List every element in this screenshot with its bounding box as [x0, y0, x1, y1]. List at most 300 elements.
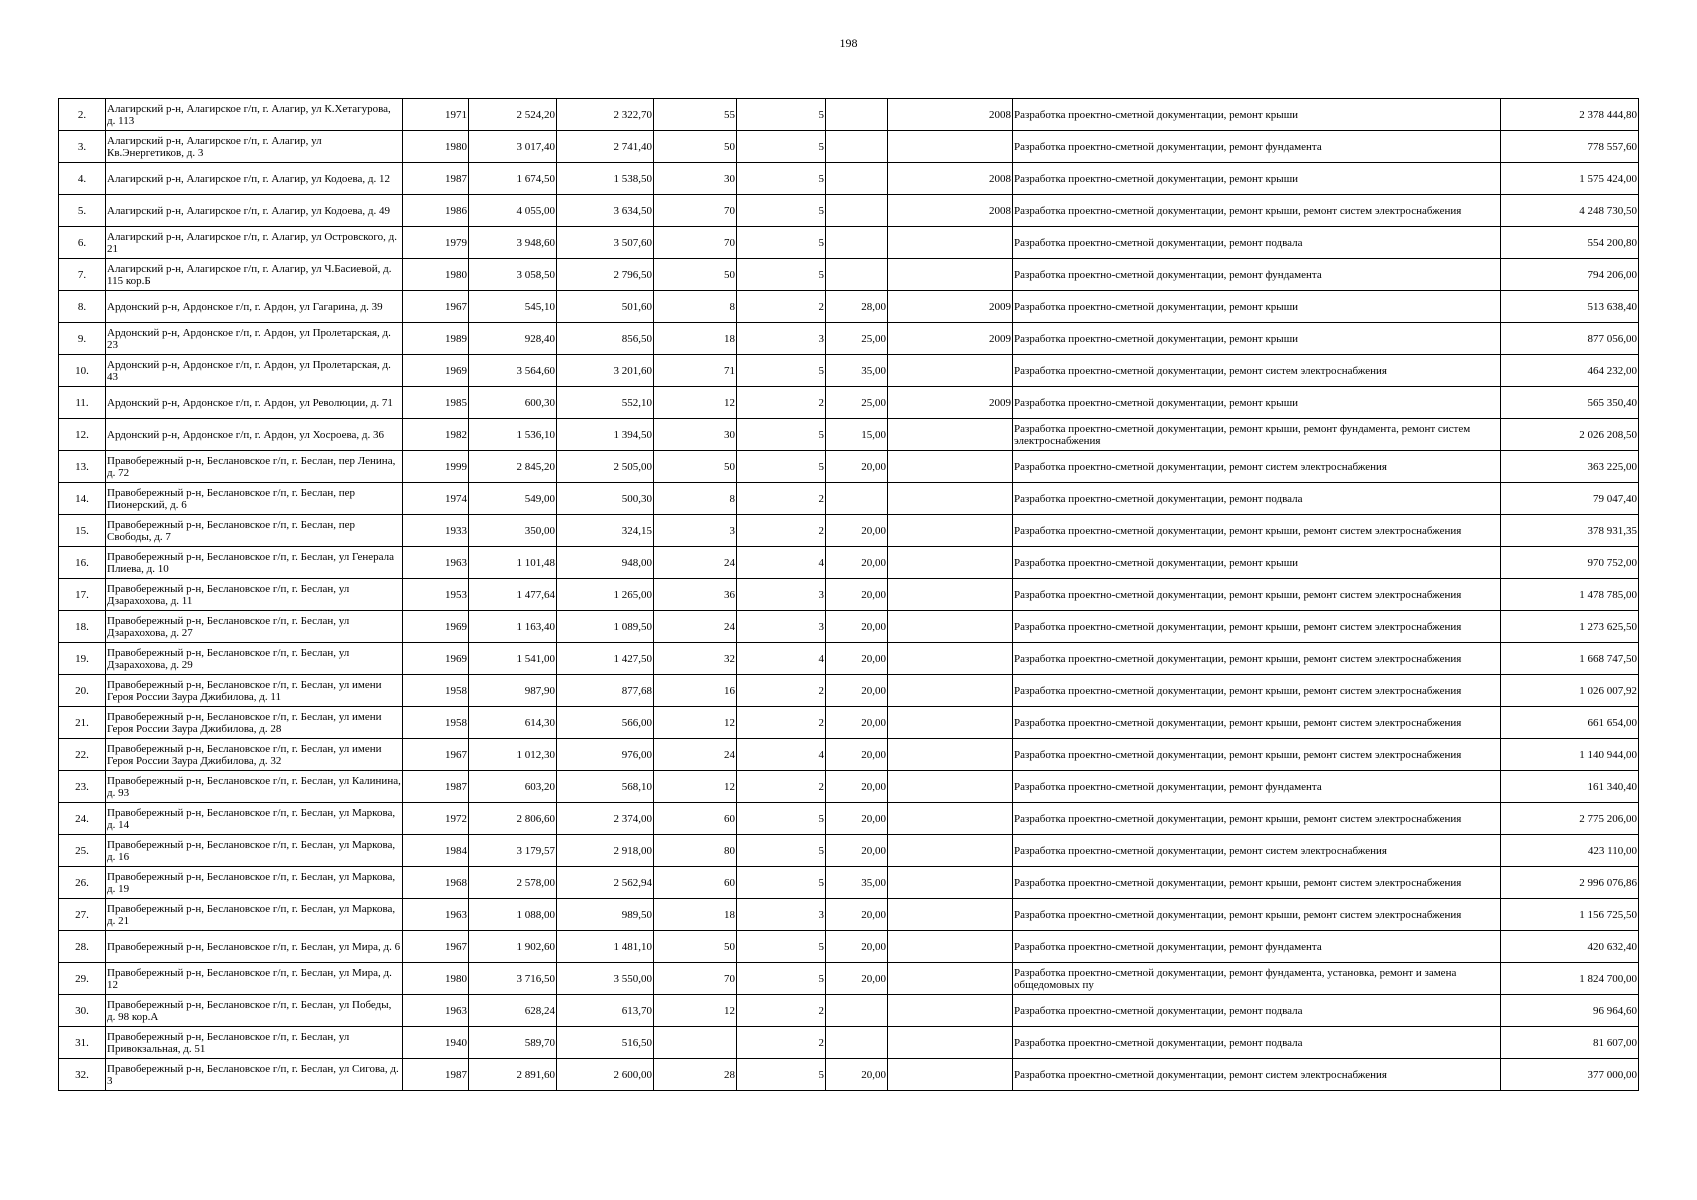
work-description-cell: Разработка проектно-сметной документации, ремонт систем электроснабжения: [1013, 835, 1501, 867]
residents-cell: 70: [654, 195, 737, 227]
address-cell: Правобережный р-н, Беслановское г/п, г. Беслан, ул имени Героя России Заура Джибилова, д. 28: [106, 707, 403, 739]
year-cell: 1987: [403, 1059, 469, 1091]
floors-cell: 2: [737, 1027, 826, 1059]
table-row: [59, 739, 1639, 771]
table-row: [59, 643, 1639, 675]
total-area-cell: 987,90: [469, 675, 557, 707]
last-repair-year-cell: [888, 547, 1013, 579]
wear-percent-cell: [826, 483, 888, 515]
row-number: 5.: [59, 195, 106, 227]
cost-cell: 79 047,40: [1501, 483, 1639, 515]
year-cell: 1985: [403, 387, 469, 419]
living-area-cell: 2 918,00: [557, 835, 654, 867]
row-number: 18.: [59, 611, 106, 643]
total-area-cell: 589,70: [469, 1027, 557, 1059]
address-cell: Правобережный р-н, Беслановское г/п, г. Беслан, пер Свободы, д. 7: [106, 515, 403, 547]
floors-cell: 5: [737, 803, 826, 835]
wear-percent-cell: 20,00: [826, 515, 888, 547]
row-number: 31.: [59, 1027, 106, 1059]
address-cell: Правобережный р-н, Беслановское г/п, г. Беслан, пер Ленина, д. 72: [106, 451, 403, 483]
address-cell: Правобережный р-н, Беслановское г/п, г. Беслан, пер Пионерский, д. 6: [106, 483, 403, 515]
row-number: 24.: [59, 803, 106, 835]
table-row: [59, 131, 1639, 163]
year-cell: 1987: [403, 771, 469, 803]
wear-percent-cell: 20,00: [826, 1059, 888, 1091]
table-body: [59, 99, 1639, 1091]
floors-cell: 5: [737, 1059, 826, 1091]
living-area-cell: 989,50: [557, 899, 654, 931]
total-area-cell: 3 948,60: [469, 227, 557, 259]
floors-cell: 5: [737, 963, 826, 995]
living-area-cell: 3 550,00: [557, 963, 654, 995]
year-cell: 1979: [403, 227, 469, 259]
address-cell: Правобережный р-н, Беслановское г/п, г. Беслан, ул Калинина, д. 93: [106, 771, 403, 803]
year-cell: 1984: [403, 835, 469, 867]
residents-cell: 70: [654, 963, 737, 995]
address-cell: Правобережный р-н, Беслановское г/п, г. Беслан, ул Мира, д. 6: [106, 931, 403, 963]
total-area-cell: 2 524,20: [469, 99, 557, 131]
total-area-cell: 928,40: [469, 323, 557, 355]
table-row: [59, 515, 1639, 547]
last-repair-year-cell: 2009: [888, 387, 1013, 419]
address-cell: Правобережный р-н, Беслановское г/п, г. Беслан, ул Мира, д. 12: [106, 963, 403, 995]
cost-cell: 970 752,00: [1501, 547, 1639, 579]
cost-cell: 96 964,60: [1501, 995, 1639, 1027]
total-area-cell: 1 088,00: [469, 899, 557, 931]
work-description-cell: Разработка проектно-сметной документации, ремонт фундамента: [1013, 931, 1501, 963]
cost-cell: 2 996 076,86: [1501, 867, 1639, 899]
wear-percent-cell: 20,00: [826, 611, 888, 643]
floors-cell: 5: [737, 99, 826, 131]
floors-cell: 3: [737, 579, 826, 611]
row-number: 12.: [59, 419, 106, 451]
wear-percent-cell: 25,00: [826, 387, 888, 419]
residents-cell: 30: [654, 163, 737, 195]
row-number: 14.: [59, 483, 106, 515]
cost-cell: 2 026 208,50: [1501, 419, 1639, 451]
year-cell: 1987: [403, 163, 469, 195]
table-row: [59, 611, 1639, 643]
floors-cell: 2: [737, 515, 826, 547]
work-description-cell: Разработка проектно-сметной документации, ремонт крыши, ремонт систем электроснабжения: [1013, 675, 1501, 707]
last-repair-year-cell: [888, 963, 1013, 995]
living-area-cell: 566,00: [557, 707, 654, 739]
work-description-cell: Разработка проектно-сметной документации, ремонт крыши: [1013, 387, 1501, 419]
wear-percent-cell: 20,00: [826, 803, 888, 835]
work-description-cell: Разработка проектно-сметной документации, ремонт фундамента: [1013, 771, 1501, 803]
last-repair-year-cell: [888, 931, 1013, 963]
last-repair-year-cell: 2008: [888, 99, 1013, 131]
floors-cell: 4: [737, 547, 826, 579]
cost-cell: 81 607,00: [1501, 1027, 1639, 1059]
residents-cell: 24: [654, 739, 737, 771]
wear-percent-cell: 20,00: [826, 451, 888, 483]
total-area-cell: 1 101,48: [469, 547, 557, 579]
floors-cell: 2: [737, 387, 826, 419]
last-repair-year-cell: [888, 899, 1013, 931]
year-cell: 1969: [403, 355, 469, 387]
row-number: 8.: [59, 291, 106, 323]
cost-cell: 1 668 747,50: [1501, 643, 1639, 675]
residents-cell: 3: [654, 515, 737, 547]
table-row: [59, 483, 1639, 515]
wear-percent-cell: 28,00: [826, 291, 888, 323]
living-area-cell: 2 562,94: [557, 867, 654, 899]
work-description-cell: Разработка проектно-сметной документации, ремонт фундамента: [1013, 259, 1501, 291]
wear-percent-cell: [826, 163, 888, 195]
floors-cell: 2: [737, 483, 826, 515]
floors-cell: 5: [737, 195, 826, 227]
total-area-cell: 1 477,64: [469, 579, 557, 611]
residents-cell: 12: [654, 387, 737, 419]
address-cell: Ардонский р-н, Ардонское г/п, г. Ардон, ул Хосроева, д. 36: [106, 419, 403, 451]
address-cell: Алагирский р-н, Алагирское г/п, г. Алагир, ул Кодоева, д. 12: [106, 163, 403, 195]
work-description-cell: Разработка проектно-сметной документации, ремонт крыши, ремонт систем электроснабжения: [1013, 579, 1501, 611]
living-area-cell: 552,10: [557, 387, 654, 419]
residents-cell: 12: [654, 707, 737, 739]
row-number: 16.: [59, 547, 106, 579]
living-area-cell: 501,60: [557, 291, 654, 323]
living-area-cell: 2 600,00: [557, 1059, 654, 1091]
living-area-cell: 568,10: [557, 771, 654, 803]
floors-cell: 5: [737, 163, 826, 195]
year-cell: 1958: [403, 675, 469, 707]
year-cell: 1980: [403, 131, 469, 163]
work-description-cell: Разработка проектно-сметной документации, ремонт крыши, ремонт фундамента, ремонт систем электроснабжения: [1013, 419, 1501, 451]
address-cell: Ардонский р-н, Ардонское г/п, г. Ардон, ул Пролетарская, д. 43: [106, 355, 403, 387]
wear-percent-cell: [826, 227, 888, 259]
address-cell: Правобережный р-н, Беслановское г/п, г. Беслан, ул Привокзальная, д. 51: [106, 1027, 403, 1059]
cost-cell: 1 140 944,00: [1501, 739, 1639, 771]
work-description-cell: Разработка проектно-сметной документации, ремонт подвала: [1013, 995, 1501, 1027]
table-row: [59, 291, 1639, 323]
cost-cell: 1 026 007,92: [1501, 675, 1639, 707]
wear-percent-cell: [826, 1027, 888, 1059]
row-number: 7.: [59, 259, 106, 291]
living-area-cell: 1 394,50: [557, 419, 654, 451]
total-area-cell: 549,00: [469, 483, 557, 515]
living-area-cell: 1 265,00: [557, 579, 654, 611]
cost-cell: 513 638,40: [1501, 291, 1639, 323]
work-description-cell: Разработка проектно-сметной документации, ремонт крыши: [1013, 163, 1501, 195]
floors-cell: 5: [737, 451, 826, 483]
table-row: [59, 259, 1639, 291]
last-repair-year-cell: [888, 835, 1013, 867]
address-cell: Правобережный р-н, Беслановское г/п, г. Беслан, ул Генерала Плиева, д. 10: [106, 547, 403, 579]
cost-cell: 363 225,00: [1501, 451, 1639, 483]
year-cell: 1967: [403, 291, 469, 323]
living-area-cell: 1 089,50: [557, 611, 654, 643]
address-cell: Алагирский р-н, Алагирское г/п, г. Алагир, ул Ч.Басиевой, д. 115 кор.Б: [106, 259, 403, 291]
row-number: 32.: [59, 1059, 106, 1091]
work-description-cell: Разработка проектно-сметной документации, ремонт крыши, ремонт систем электроснабжения: [1013, 867, 1501, 899]
row-number: 27.: [59, 899, 106, 931]
residents-cell: 55: [654, 99, 737, 131]
work-description-cell: Разработка проектно-сметной документации, ремонт подвала: [1013, 227, 1501, 259]
residents-cell: 24: [654, 547, 737, 579]
table-row: [59, 707, 1639, 739]
living-area-cell: 2 505,00: [557, 451, 654, 483]
wear-percent-cell: [826, 195, 888, 227]
work-description-cell: Разработка проектно-сметной документации, ремонт крыши, ремонт систем электроснабжения: [1013, 195, 1501, 227]
row-number: 10.: [59, 355, 106, 387]
residents-cell: 8: [654, 291, 737, 323]
work-description-cell: Разработка проектно-сметной документации, ремонт крыши, ремонт систем электроснабжения: [1013, 739, 1501, 771]
last-repair-year-cell: 2008: [888, 195, 1013, 227]
address-cell: Правобережный р-н, Беслановское г/п, г. Беслан, ул Маркова, д. 21: [106, 899, 403, 931]
floors-cell: 2: [737, 291, 826, 323]
year-cell: 1982: [403, 419, 469, 451]
total-area-cell: 1 674,50: [469, 163, 557, 195]
cost-cell: 2 775 206,00: [1501, 803, 1639, 835]
table-row: [59, 227, 1639, 259]
residents-cell: 50: [654, 131, 737, 163]
year-cell: 1971: [403, 99, 469, 131]
total-area-cell: 2 806,60: [469, 803, 557, 835]
floors-cell: 5: [737, 355, 826, 387]
living-area-cell: 2 796,50: [557, 259, 654, 291]
floors-cell: 5: [737, 867, 826, 899]
last-repair-year-cell: [888, 579, 1013, 611]
address-cell: Правобережный р-н, Беслановское г/п, г. Беслан, ул Маркова, д. 14: [106, 803, 403, 835]
work-description-cell: Разработка проектно-сметной документации, ремонт фундамента, установка, ремонт и замена общедомовых пу: [1013, 963, 1501, 995]
residents-cell: 36: [654, 579, 737, 611]
total-area-cell: 603,20: [469, 771, 557, 803]
year-cell: 1974: [403, 483, 469, 515]
living-area-cell: 3 634,50: [557, 195, 654, 227]
cost-cell: 1 824 700,00: [1501, 963, 1639, 995]
address-cell: Правобережный р-н, Беслановское г/п, г. Беслан, ул имени Героя России Заура Джибилова, д. 11: [106, 675, 403, 707]
row-number: 19.: [59, 643, 106, 675]
wear-percent-cell: 35,00: [826, 355, 888, 387]
year-cell: 1968: [403, 867, 469, 899]
work-description-cell: Разработка проектно-сметной документации, ремонт крыши: [1013, 99, 1501, 131]
table-row: [59, 963, 1639, 995]
residents-cell: 70: [654, 227, 737, 259]
table-row: [59, 579, 1639, 611]
wear-percent-cell: [826, 259, 888, 291]
floors-cell: 2: [737, 995, 826, 1027]
floors-cell: 5: [737, 835, 826, 867]
last-repair-year-cell: [888, 771, 1013, 803]
year-cell: 1969: [403, 643, 469, 675]
year-cell: 1963: [403, 547, 469, 579]
address-cell: Ардонский р-н, Ардонское г/п, г. Ардон, ул Гагарина, д. 39: [106, 291, 403, 323]
total-area-cell: 4 055,00: [469, 195, 557, 227]
last-repair-year-cell: [888, 1027, 1013, 1059]
address-cell: Правобережный р-н, Беслановское г/п, г. Беслан, ул Дзарахохова, д. 27: [106, 611, 403, 643]
cost-cell: 565 350,40: [1501, 387, 1639, 419]
work-description-cell: Разработка проектно-сметной документации, ремонт систем электроснабжения: [1013, 355, 1501, 387]
row-number: 15.: [59, 515, 106, 547]
wear-percent-cell: 20,00: [826, 547, 888, 579]
last-repair-year-cell: 2009: [888, 291, 1013, 323]
wear-percent-cell: 35,00: [826, 867, 888, 899]
work-description-cell: Разработка проектно-сметной документации, ремонт подвала: [1013, 1027, 1501, 1059]
floors-cell: 5: [737, 419, 826, 451]
wear-percent-cell: 20,00: [826, 675, 888, 707]
cost-cell: 661 654,00: [1501, 707, 1639, 739]
year-cell: 1999: [403, 451, 469, 483]
cost-cell: 377 000,00: [1501, 1059, 1639, 1091]
living-area-cell: 1 427,50: [557, 643, 654, 675]
residents-cell: 8: [654, 483, 737, 515]
year-cell: 1969: [403, 611, 469, 643]
cost-cell: 378 931,35: [1501, 515, 1639, 547]
living-area-cell: 500,30: [557, 483, 654, 515]
row-number: 2.: [59, 99, 106, 131]
year-cell: 1953: [403, 579, 469, 611]
last-repair-year-cell: [888, 803, 1013, 835]
residents-cell: 18: [654, 323, 737, 355]
total-area-cell: 628,24: [469, 995, 557, 1027]
work-description-cell: Разработка проектно-сметной документации, ремонт крыши, ремонт систем электроснабжения: [1013, 611, 1501, 643]
address-cell: Алагирский р-н, Алагирское г/п, г. Алагир, ул К.Хетагурова, д. 113: [106, 99, 403, 131]
residents-cell: 30: [654, 419, 737, 451]
year-cell: 1940: [403, 1027, 469, 1059]
total-area-cell: 2 891,60: [469, 1059, 557, 1091]
table-row: [59, 803, 1639, 835]
living-area-cell: 948,00: [557, 547, 654, 579]
last-repair-year-cell: 2009: [888, 323, 1013, 355]
residents-cell: 18: [654, 899, 737, 931]
year-cell: 1933: [403, 515, 469, 547]
cost-cell: 161 340,40: [1501, 771, 1639, 803]
cost-cell: 877 056,00: [1501, 323, 1639, 355]
residents-cell: 50: [654, 259, 737, 291]
work-description-cell: Разработка проектно-сметной документации, ремонт крыши, ремонт систем электроснабжения: [1013, 803, 1501, 835]
floors-cell: 5: [737, 259, 826, 291]
last-repair-year-cell: [888, 739, 1013, 771]
address-cell: Правобережный р-н, Беслановское г/п, г. Беслан, ул Сигова, д. 3: [106, 1059, 403, 1091]
floors-cell: 3: [737, 611, 826, 643]
row-number: 21.: [59, 707, 106, 739]
table-row: [59, 419, 1639, 451]
residents-cell: 80: [654, 835, 737, 867]
year-cell: 1963: [403, 899, 469, 931]
living-area-cell: 3 201,60: [557, 355, 654, 387]
address-cell: Ардонский р-н, Ардонское г/п, г. Ардон, ул Революции, д. 71: [106, 387, 403, 419]
wear-percent-cell: 20,00: [826, 899, 888, 931]
last-repair-year-cell: [888, 675, 1013, 707]
table-row: [59, 323, 1639, 355]
residents-cell: [654, 1027, 737, 1059]
address-cell: Правобережный р-н, Беслановское г/п, г. Беслан, ул Маркова, д. 16: [106, 835, 403, 867]
total-area-cell: 3 716,50: [469, 963, 557, 995]
wear-percent-cell: 20,00: [826, 931, 888, 963]
wear-percent-cell: 20,00: [826, 707, 888, 739]
cost-cell: 1 156 725,50: [1501, 899, 1639, 931]
year-cell: 1963: [403, 995, 469, 1027]
table-row: [59, 163, 1639, 195]
total-area-cell: 3 058,50: [469, 259, 557, 291]
wear-percent-cell: 25,00: [826, 323, 888, 355]
cost-cell: 794 206,00: [1501, 259, 1639, 291]
table-row: [59, 451, 1639, 483]
housing-repair-table: [58, 98, 1639, 1091]
living-area-cell: 877,68: [557, 675, 654, 707]
page-number: 198: [839, 36, 858, 50]
cost-cell: 423 110,00: [1501, 835, 1639, 867]
total-area-cell: 1 902,60: [469, 931, 557, 963]
table-row: [59, 99, 1639, 131]
row-number: 9.: [59, 323, 106, 355]
residents-cell: 50: [654, 931, 737, 963]
living-area-cell: 3 507,60: [557, 227, 654, 259]
year-cell: 1986: [403, 195, 469, 227]
year-cell: 1958: [403, 707, 469, 739]
last-repair-year-cell: [888, 259, 1013, 291]
year-cell: 1980: [403, 259, 469, 291]
living-area-cell: 516,50: [557, 1027, 654, 1059]
floors-cell: 2: [737, 771, 826, 803]
floors-cell: 3: [737, 323, 826, 355]
table-row: [59, 675, 1639, 707]
row-number: 26.: [59, 867, 106, 899]
living-area-cell: 2 322,70: [557, 99, 654, 131]
total-area-cell: 600,30: [469, 387, 557, 419]
living-area-cell: 976,00: [557, 739, 654, 771]
floors-cell: 5: [737, 931, 826, 963]
total-area-cell: 350,00: [469, 515, 557, 547]
row-number: 28.: [59, 931, 106, 963]
work-description-cell: Разработка проектно-сметной документации, ремонт крыши, ремонт систем электроснабжения: [1013, 707, 1501, 739]
living-area-cell: 2 741,40: [557, 131, 654, 163]
wear-percent-cell: 20,00: [826, 579, 888, 611]
residents-cell: 16: [654, 675, 737, 707]
row-number: 13.: [59, 451, 106, 483]
row-number: 11.: [59, 387, 106, 419]
address-cell: Алагирский р-н, Алагирское г/п, г. Алагир, ул Островского, д. 21: [106, 227, 403, 259]
wear-percent-cell: [826, 995, 888, 1027]
total-area-cell: 3 179,57: [469, 835, 557, 867]
total-area-cell: 545,10: [469, 291, 557, 323]
address-cell: Правобережный р-н, Беслановское г/п, г. Беслан, ул Маркова, д. 19: [106, 867, 403, 899]
wear-percent-cell: 20,00: [826, 963, 888, 995]
year-cell: 1967: [403, 739, 469, 771]
residents-cell: 60: [654, 867, 737, 899]
residents-cell: 24: [654, 611, 737, 643]
table-row: [59, 835, 1639, 867]
cost-cell: 1 273 625,50: [1501, 611, 1639, 643]
row-number: 25.: [59, 835, 106, 867]
cost-cell: 420 632,40: [1501, 931, 1639, 963]
floors-cell: 2: [737, 675, 826, 707]
address-cell: Правобережный р-н, Беслановское г/п, г. Беслан, ул Дзарахохова, д. 11: [106, 579, 403, 611]
table-row: [59, 995, 1639, 1027]
wear-percent-cell: [826, 131, 888, 163]
floors-cell: 5: [737, 131, 826, 163]
address-cell: Алагирский р-н, Алагирское г/п, г. Алагир, ул Кв.Энергетиков, д. 3: [106, 131, 403, 163]
last-repair-year-cell: [888, 131, 1013, 163]
row-number: 3.: [59, 131, 106, 163]
floors-cell: 4: [737, 643, 826, 675]
table-row: [59, 931, 1639, 963]
table-row: [59, 547, 1639, 579]
wear-percent-cell: 15,00: [826, 419, 888, 451]
total-area-cell: 1 163,40: [469, 611, 557, 643]
residents-cell: 60: [654, 803, 737, 835]
address-cell: Ардонский р-н, Ардонское г/п, г. Ардон, ул Пролетарская, д. 23: [106, 323, 403, 355]
wear-percent-cell: 20,00: [826, 835, 888, 867]
row-number: 30.: [59, 995, 106, 1027]
row-number: 4.: [59, 163, 106, 195]
wear-percent-cell: [826, 99, 888, 131]
floors-cell: 3: [737, 899, 826, 931]
work-description-cell: Разработка проектно-сметной документации, ремонт крыши: [1013, 547, 1501, 579]
floors-cell: 4: [737, 739, 826, 771]
last-repair-year-cell: [888, 707, 1013, 739]
